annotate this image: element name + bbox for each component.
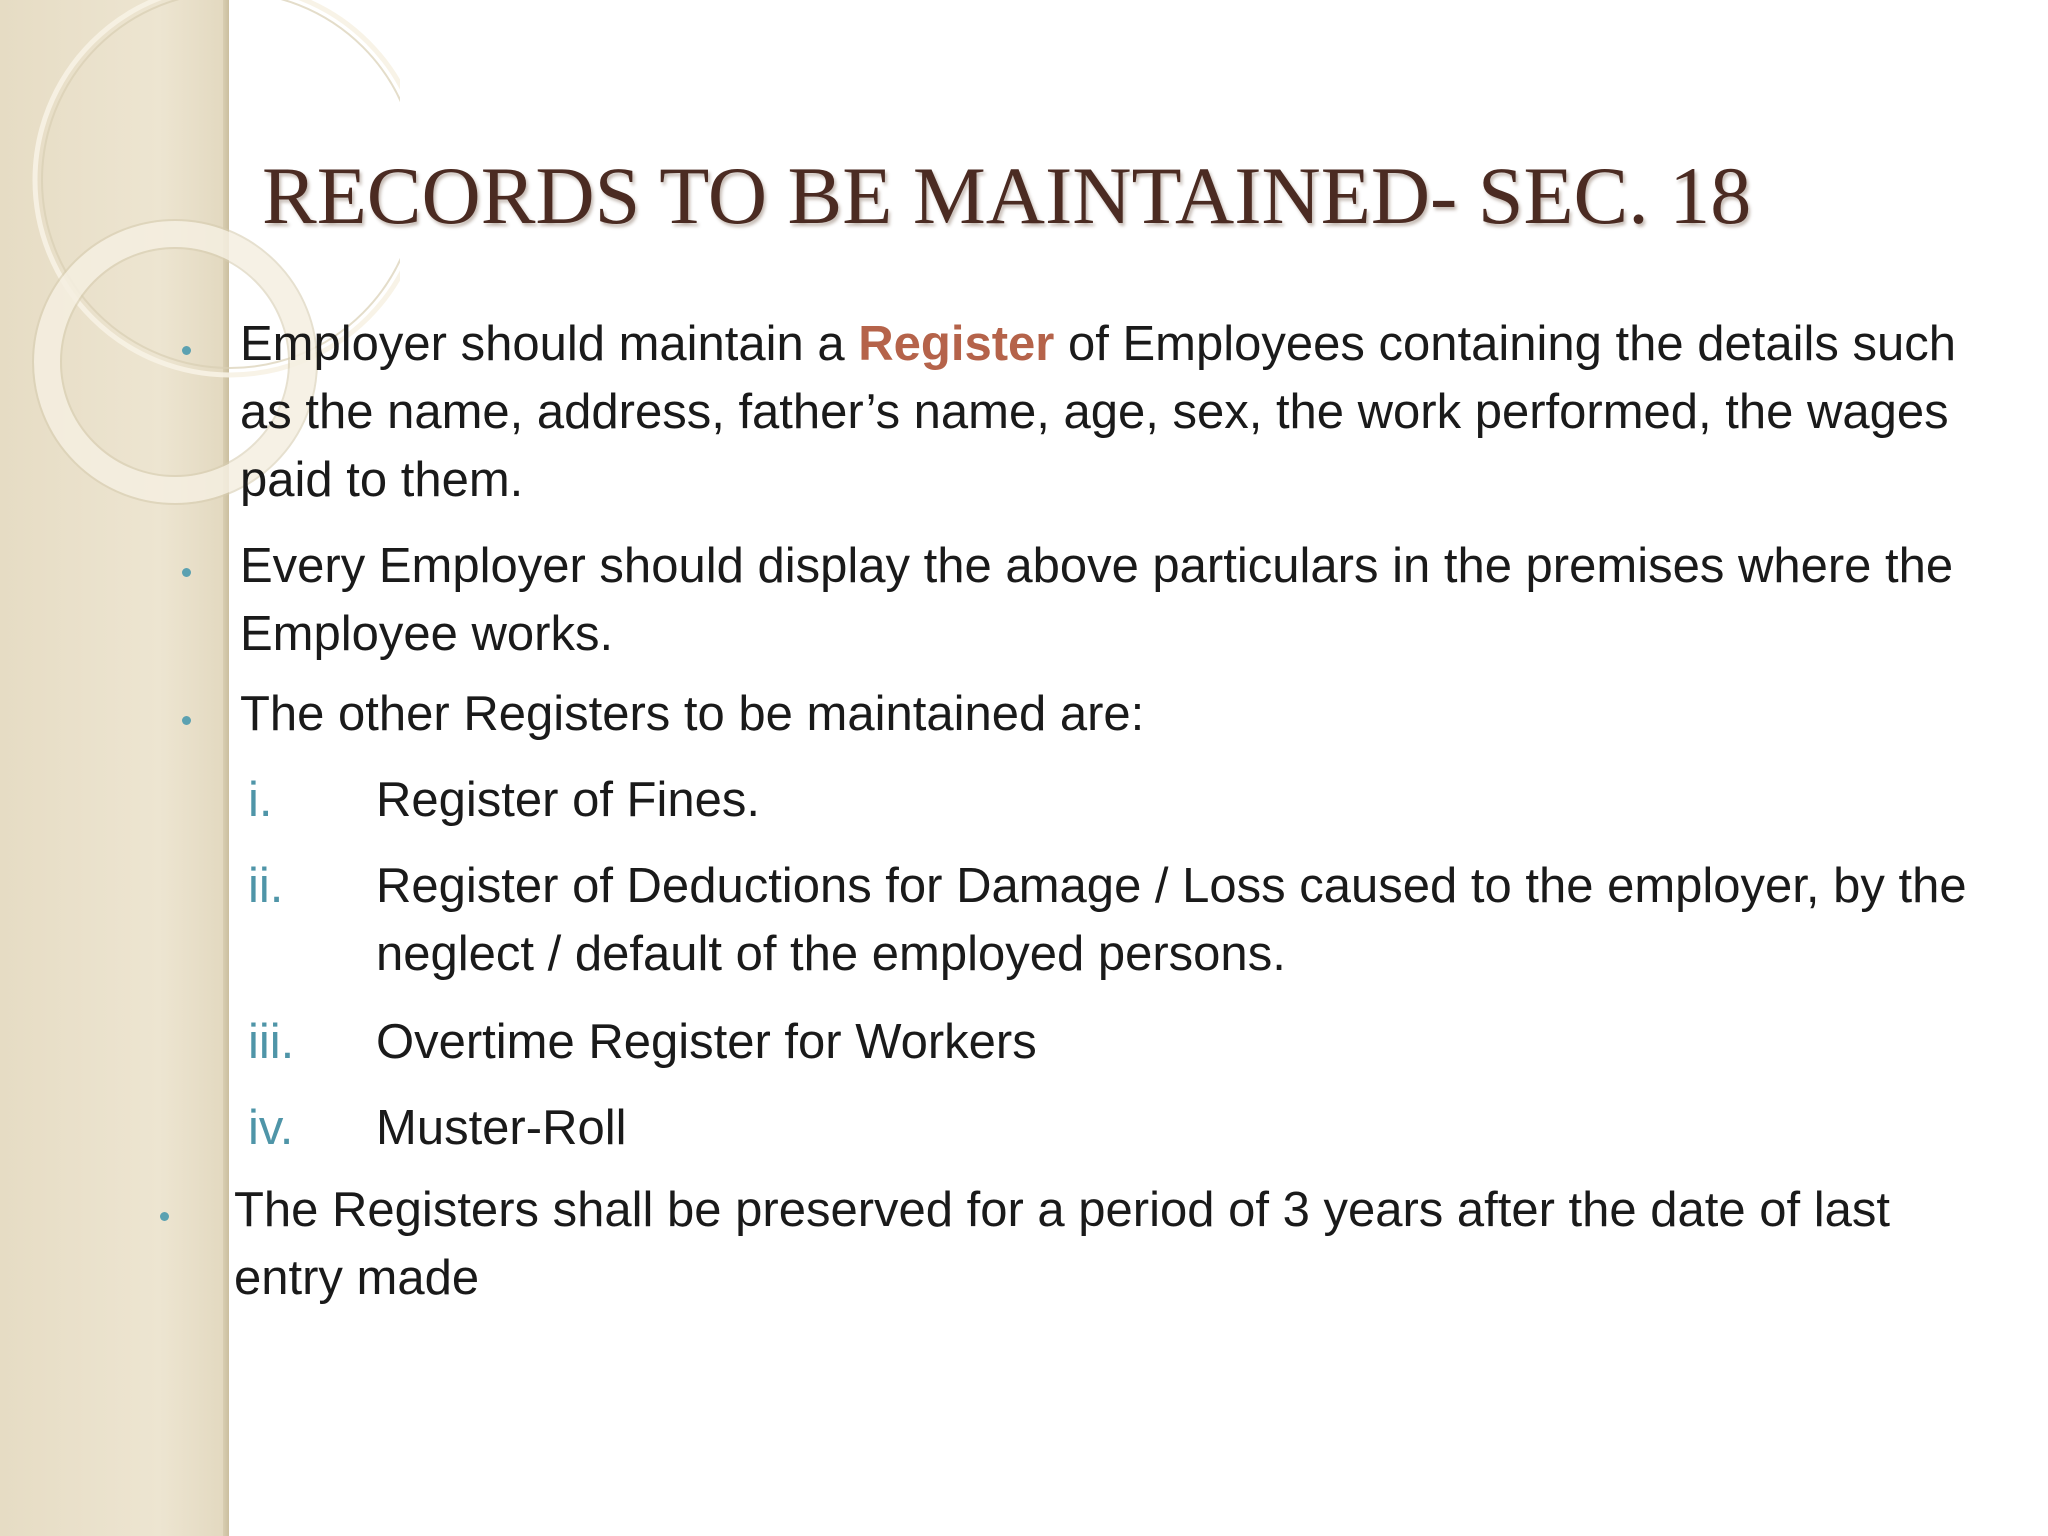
list-numeral: iv. xyxy=(248,1101,294,1155)
bullet-text xyxy=(240,310,1980,514)
list-numeral: iii. xyxy=(248,1015,295,1069)
list-item-text: Muster-Roll xyxy=(376,1101,627,1155)
slide-title: RECORDS TO BE MAINTAINED- SEC. 18 xyxy=(262,150,1752,241)
list-item-text: Register of Fines. xyxy=(376,773,760,827)
bullet-text-after: of Employees containing the details such as the name, address, father’s name, age, sex, the work performed, the wages paid to them. xyxy=(240,317,1956,507)
bullet-icon xyxy=(182,568,191,577)
bullet-icon xyxy=(160,1212,169,1221)
bullet-text-before: Employer should maintain a xyxy=(240,317,859,371)
list-item-text: Register of Deductions for Damage / Loss caused to the employer, by the neglect / default of the employed persons. xyxy=(376,859,1967,981)
bullet-text: The Registers shall be preserved for a period of 3 years after the date of last entry made xyxy=(234,1183,1890,1305)
list-item-text: Overtime Register for Workers xyxy=(376,1015,1037,1069)
bullet-icon xyxy=(182,716,191,725)
list-numeral: i. xyxy=(248,773,273,827)
bullet-text: Every Employer should display the above particulars in the premises where the Employee works. xyxy=(240,539,1954,661)
list-numeral: ii. xyxy=(248,859,284,913)
register-highlight: Register xyxy=(858,317,1055,371)
bullet-icon xyxy=(182,346,191,355)
bullet-text: The other Registers to be maintained are: xyxy=(240,687,1145,741)
